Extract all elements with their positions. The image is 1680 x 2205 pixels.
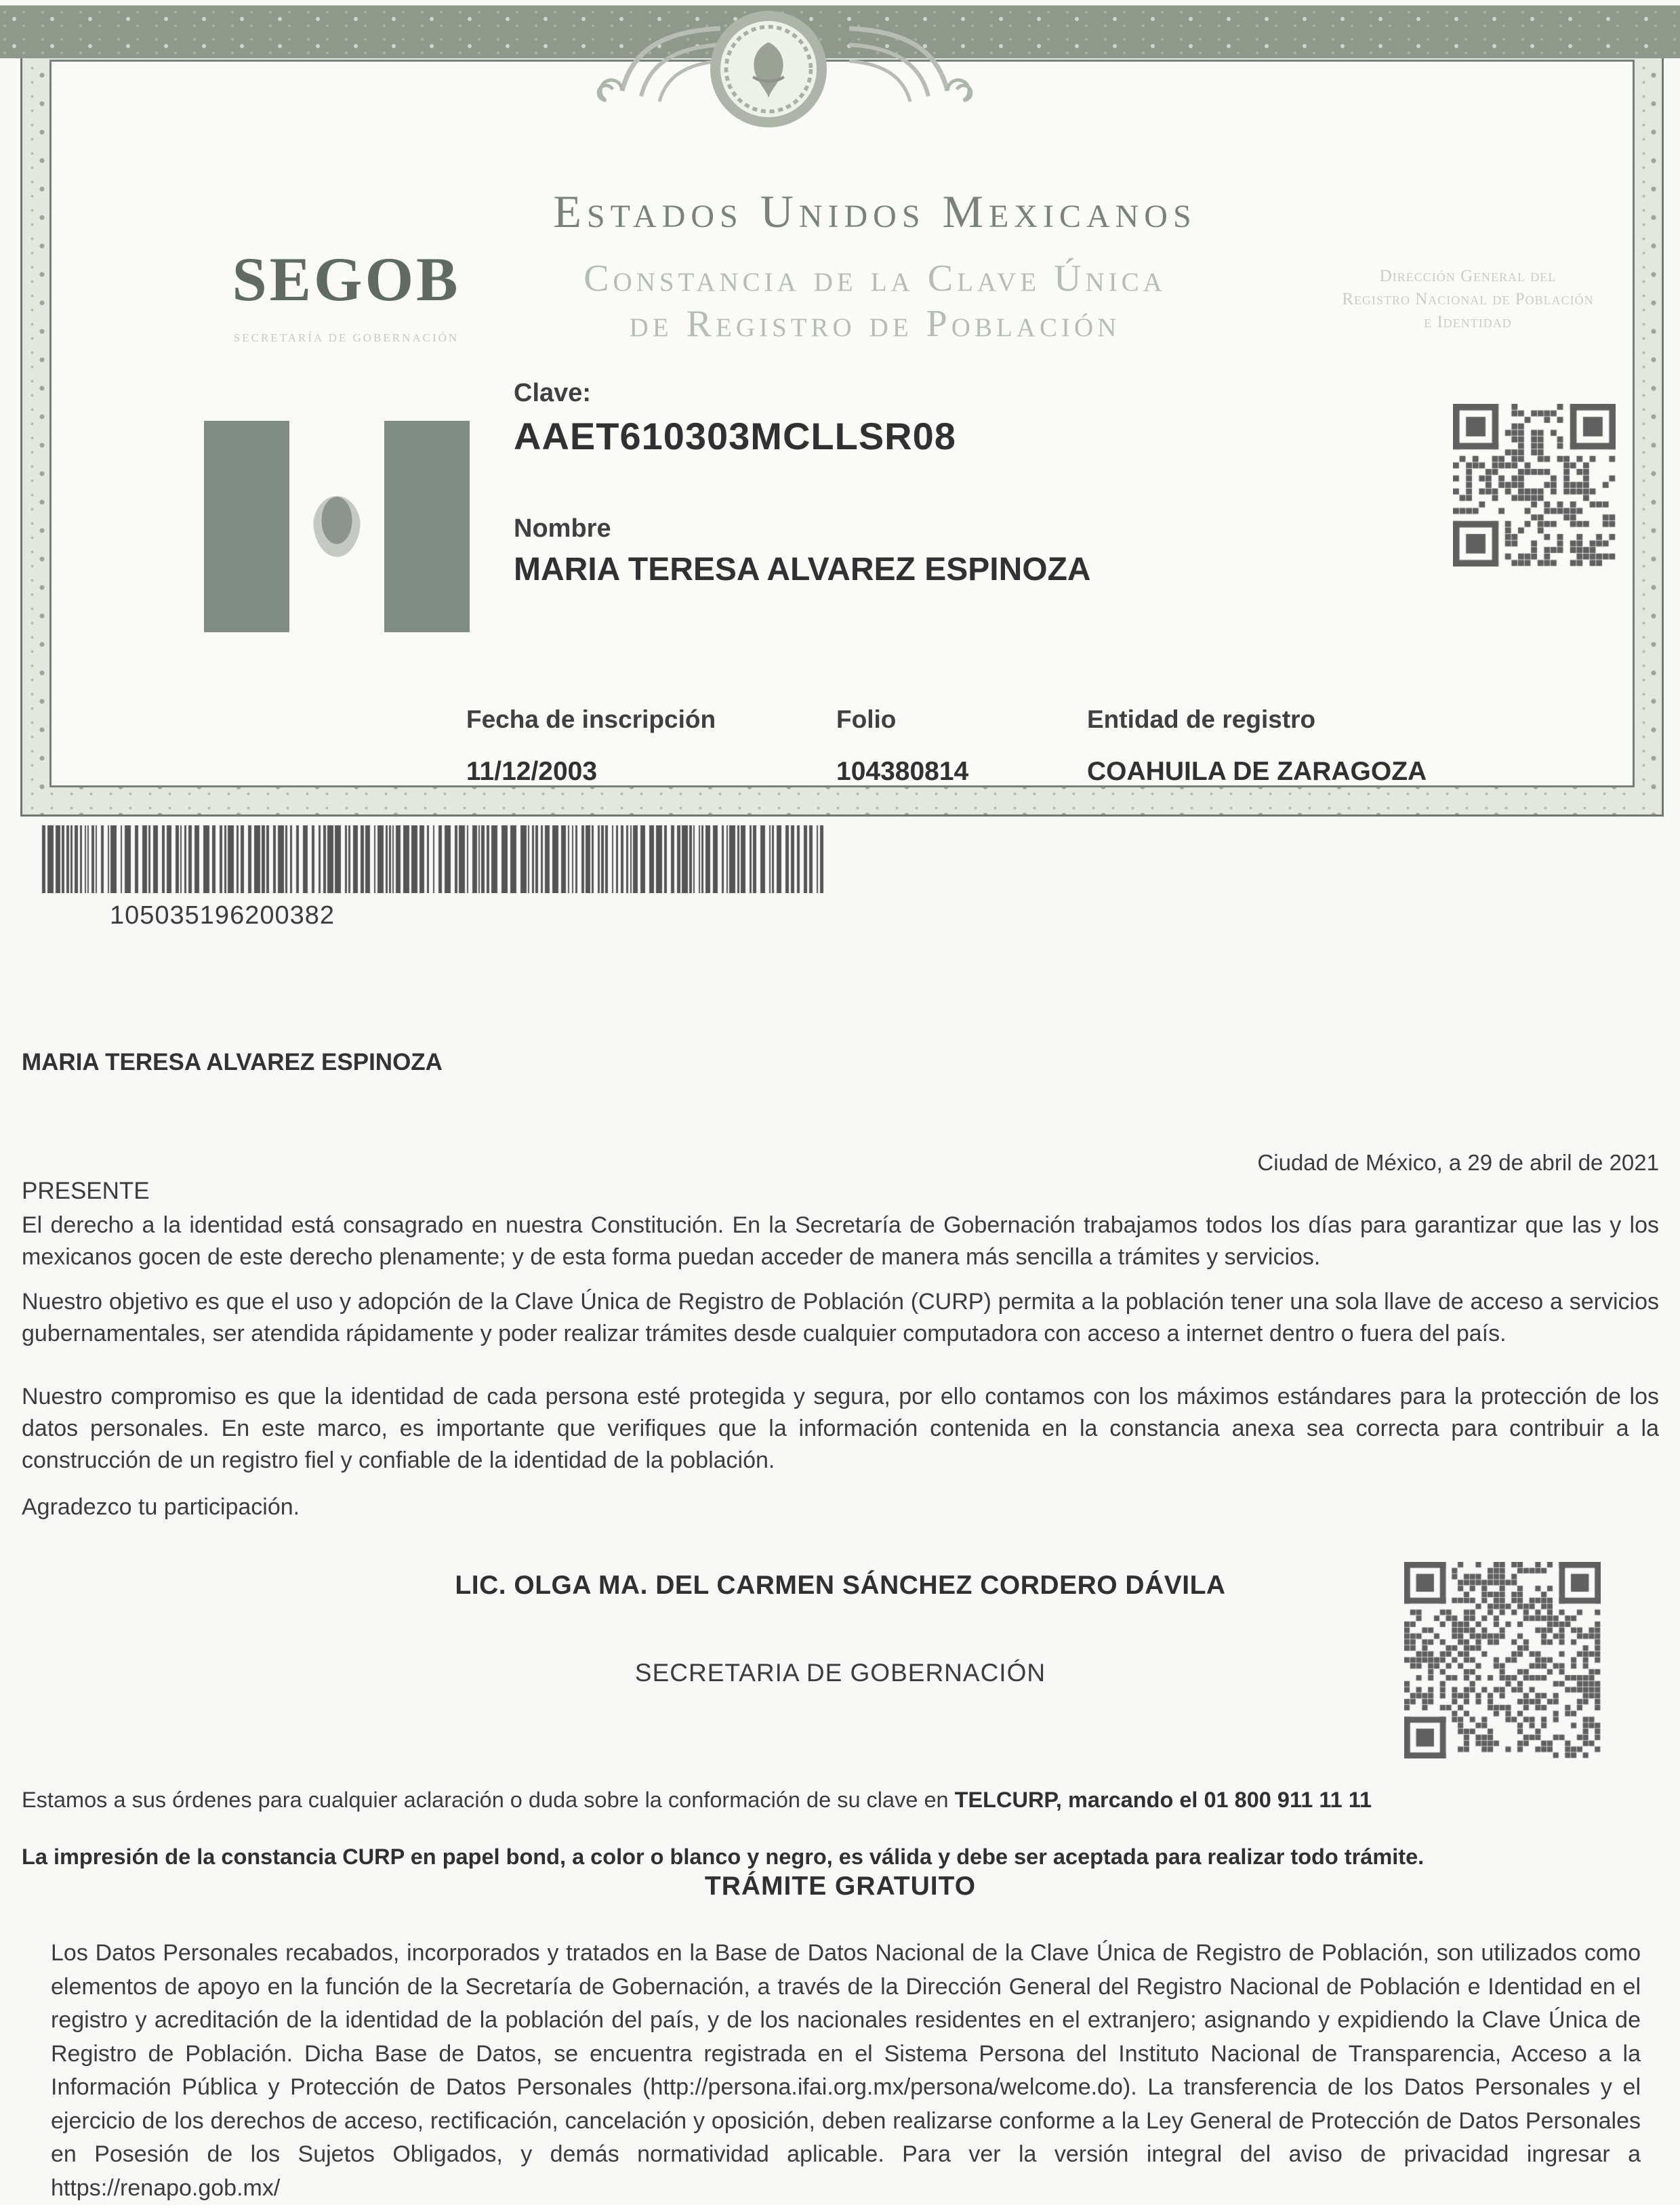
letter-presente: PRESENTE — [22, 1178, 150, 1204]
flourish-left-icon — [520, 16, 724, 121]
flag-left-bar — [204, 421, 289, 632]
flourish-right-icon — [846, 16, 1049, 121]
curp-certificate-card — [20, 30, 1664, 817]
contact-line-regular: Estamos a sus órdenes para cualquier aclaración o duda sobre la conformación de su clave en — [22, 1788, 955, 1812]
eagle-seal-icon — [710, 11, 827, 127]
letter-recipient-name: MARIA TERESA ALVAREZ ESPINOZA — [22, 1049, 443, 1075]
print-validity-notice: La impresión de la constancia CURP en papel bond, a color o blanco y negro, es válida y debe ser aceptada para realizar todo trámite. — [22, 1845, 1425, 1869]
issuing-office-block — [1271, 265, 1664, 334]
qr-code-signature — [1404, 1562, 1601, 1758]
fecha-inscripcion-value: 11/12/2003 — [466, 757, 598, 786]
letter-paragraph-3: Nuestro compromiso es que la identidad de cada persona esté protegida y segura, por ello contamos con los máximos estándares para la protección de los datos personales. En este marco, es importante que verifiques que la información contenida en la constancia anexa sea correcta para contribuir a la construcción de un registro fiel y confiable de la identidad de la población. — [22, 1384, 1659, 1473]
flag-right-bar — [384, 421, 470, 632]
issuing-office-line1: Dirección General del — [1379, 267, 1557, 285]
qr-code-clave — [1453, 404, 1616, 566]
segob-logo: SEGOB — [232, 245, 461, 314]
letter-dateline: Ciudad de México, a 29 de abril de 2021 — [1257, 1150, 1659, 1175]
clave-label: Clave: — [514, 379, 592, 407]
letter-paragraph-1: El derecho a la identidad está consagrado en nuestra Constitución. En la Secretaría de Gobernación trabajamos todos los días para garantizar que las y los mexicanos gocen de este derecho plenamente; y de esta forma puedan acceder de manera más sencilla a trámites y servicios. — [22, 1212, 1659, 1270]
free-procedure-notice: TRÁMITE GRATUITO — [704, 1872, 977, 1901]
signer-title: SECRETARIA DE GOBERNACIÓN — [634, 1659, 1046, 1687]
document-title-line1: Constancia de la Clave Única — [583, 257, 1166, 300]
nombre-value: MARIA TERESA ALVAREZ ESPINOZA — [514, 552, 1091, 588]
issuing-office-line3: e Identidad — [1424, 313, 1512, 331]
folio-label: Folio — [836, 705, 897, 733]
letter-paragraph-2: Nuestro objetivo es que el uso y adopción de la Clave Única de Registro de Población (CURP) permita a la población tener una sola llave de acceso a servicios gubernamentales, ser atendida rápidamente y poder realizar trámites desde cualquier computadora con acceso a internet dentro o fuera del país. — [22, 1289, 1659, 1346]
document-title-line2: de Registro de Población — [629, 303, 1121, 345]
privacy-notice: Los Datos Personales recabados, incorporados y tratados en la Base de Datos Nacional de la Clave Única de Registro de Población, son utilizados como elementos de apoyo en la función de la Secretaría de Gobernación, a través de la Dirección General del Registro Nacional de Población e Identidad en el registro y acreditación de la identidad de la población del país, y de los nacionales residentes en el extranjero; asignando y expidiendo la Clave Única de Registro de Población. Dicha Base de Datos, se encuentra registrada en el Sistema Persona del Instituto Nacional de Transparencia, Acceso a la Información Pública y Protección de Datos Personales (http://persona.ifai.org.mx/persona/welcome.do). La transferencia de los Datos Personales y el ejercicio de los derechos de acceso, rectificación, cancelación y oposición, deben realizarse conforme a la Ley General de Protección de Datos Personales en Posesión de los Sujetos Obligados, y demás normatividad aplicable. Para ver la versión integral del aviso de privacidad ingresar a https://renapo.gob.mx/ — [51, 1940, 1641, 2201]
entidad-registro-label: Entidad de registro — [1087, 705, 1316, 733]
segob-logo-subtitle: SECRETARÍA DE GOBERNACIÓN — [233, 331, 459, 344]
entidad-registro-value: COAHUILA DE ZARAGOZA — [1087, 757, 1427, 786]
header-band — [0, 5, 1680, 58]
signer-name: LIC. OLGA MA. DEL CARMEN SÁNCHEZ CORDERO DÁVILA — [455, 1571, 1226, 1600]
barcode-number: 105035196200382 — [110, 901, 335, 930]
barcode — [41, 825, 827, 893]
fecha-inscripcion-label: Fecha de inscripción — [466, 705, 716, 733]
contact-line-bold: TELCURP, marcando el 01 800 911 11 11 — [954, 1788, 1372, 1812]
letter-thanks: Agradezco tu participación. — [22, 1494, 300, 1520]
country-title: Estados Unidos Mexicanos — [553, 186, 1197, 237]
flag-eagle-icon — [313, 496, 361, 557]
folio-value: 104380814 — [836, 757, 969, 786]
curp-value: AAET610303MCLLSR08 — [514, 415, 956, 457]
nombre-label: Nombre — [514, 514, 611, 543]
contact-line — [22, 1788, 1372, 1813]
mexican-flag-icon — [204, 421, 470, 632]
issuing-office-line2: Registro Nacional de Población — [1342, 290, 1594, 308]
certificate-inner — [49, 60, 1635, 787]
